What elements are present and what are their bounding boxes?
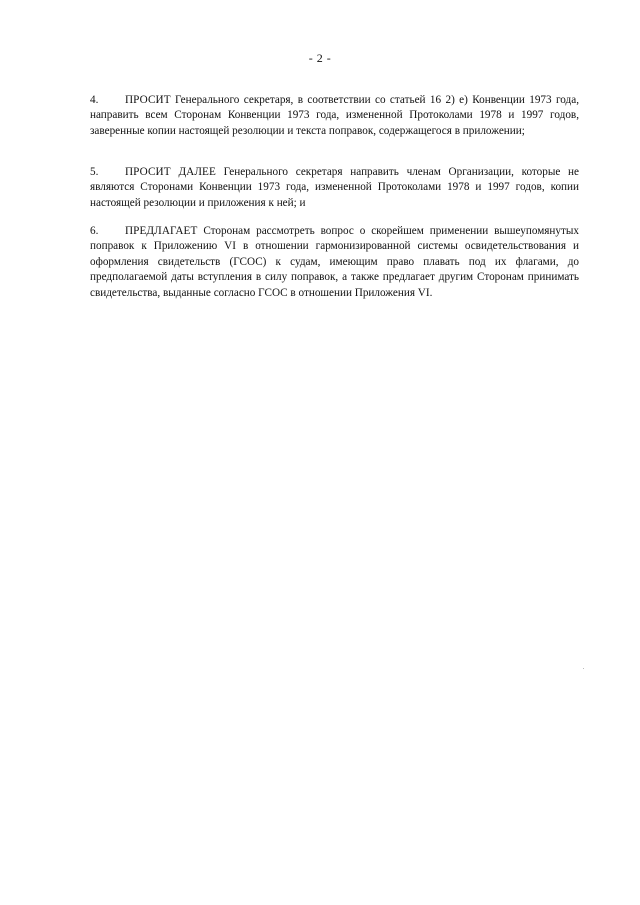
paragraph-lead-word: ПРОСИТ ДАЛЕЕ [125, 166, 216, 178]
paragraph-5 [90, 165, 579, 211]
paragraph-text: Сторонам рассмотреть вопрос о скорейшем применении вышеупомянутых поправок к Приложению VI в отношении гармонизированной системы освидетельствования и оформления свидетельств (ГСОС) к судам, имеющим право плавать под их флагами, до предполагаемой даты вступления в силу поправок, а также предлагает другим Сторонам принимать свидетельства, выданные согласно ГСОС в отношении Приложения VI. [90, 225, 580, 299]
page-number: - 2 - [308, 51, 332, 65]
scan-speck [583, 668, 584, 669]
paragraph-text: Генерального секретаря, в соответствии со статьей 16 2) е) Конвенции 1973 года, направить всем Сторонам Конвенции 1973 года, измененной Протоколами 1978 и 1997 годов, заверенные копии настоящей резолюции и текста поправок, содержащегося в приложении; [90, 94, 580, 137]
paragraph-number: 5. [90, 166, 99, 178]
paragraph-number: 6. [90, 225, 99, 237]
paragraph-number: 4. [90, 94, 99, 106]
paragraph-text: Генерального секретаря направить членам Организации, которые не являются Сторонами Конвенции 1973 года, измененной Протоколами 1978 и 1997 годов, копии настоящей резолюции и приложения к ней; и [90, 166, 579, 209]
paragraph-lead-word: ПРЕДЛАГАЕТ [125, 225, 198, 237]
paragraph-6 [90, 224, 579, 301]
paragraph-lead-word: ПРОСИТ [125, 94, 171, 106]
paragraph-4 [90, 93, 579, 139]
